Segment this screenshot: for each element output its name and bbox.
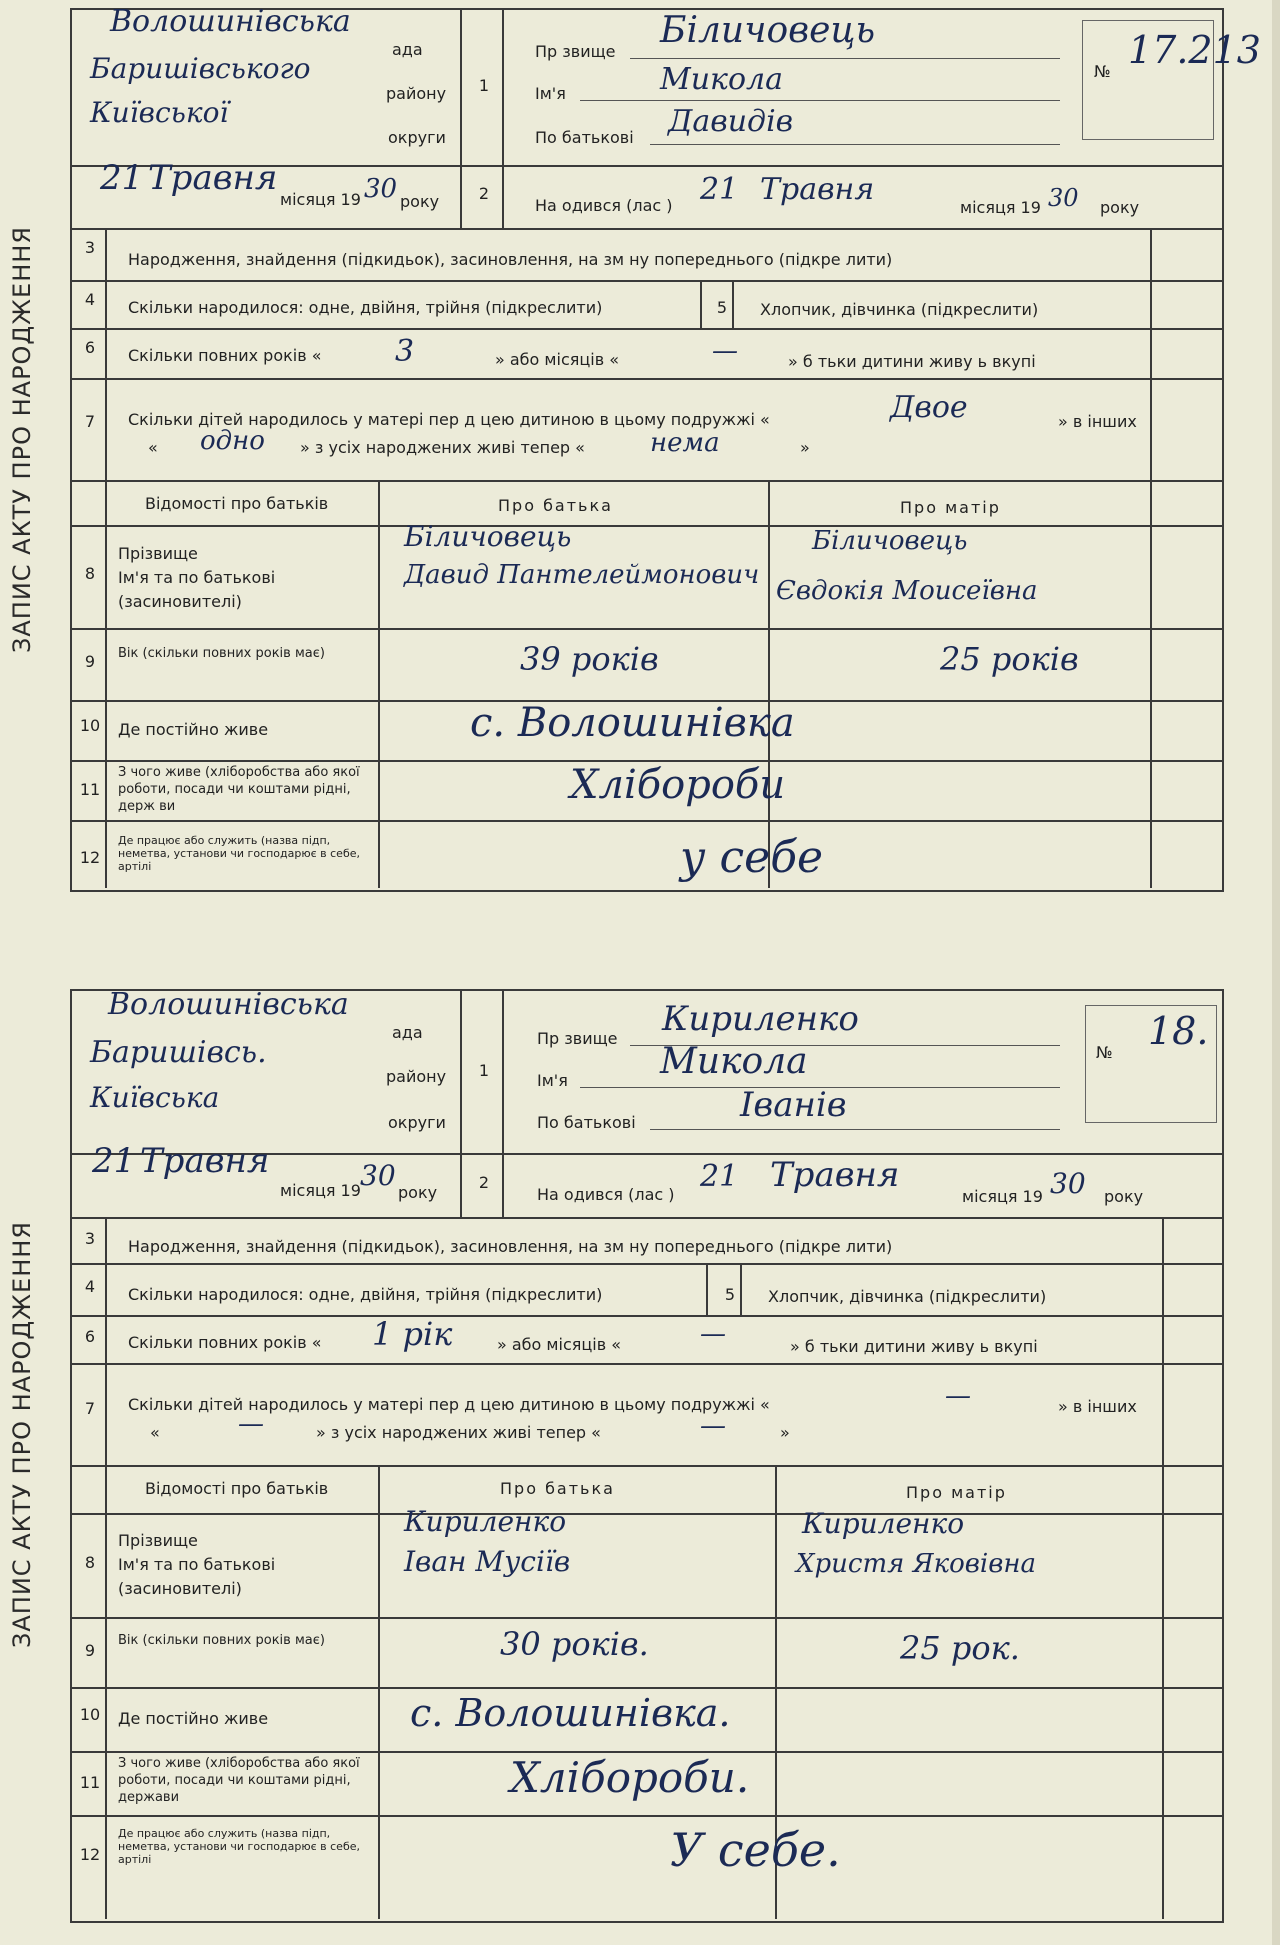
hw-rayon: Баришівсь. xyxy=(90,1035,267,1070)
label-surname: Пр звище xyxy=(535,42,616,61)
divider xyxy=(768,480,770,888)
hw-children-other: одно xyxy=(200,426,265,456)
label-row7-e: » xyxy=(780,1423,790,1442)
label-parents-hdr: Відомості про батьків xyxy=(145,1479,329,1498)
row-number-4: 4 xyxy=(84,1277,96,1296)
row-number-2: 2 xyxy=(478,184,490,203)
label-row8: Прізвище Ім'я та по батькові (засиновителі) xyxy=(118,1531,276,1598)
divider xyxy=(700,280,702,328)
hw-name: Микола xyxy=(660,1041,808,1082)
hw-mother-name-1: Біличовець xyxy=(812,526,968,556)
hw-children-before: — xyxy=(945,1381,971,1411)
label-okruha: округи xyxy=(388,1113,446,1132)
label-row4: Скільки народилося: одне, двійня, трійня (підкреслити) xyxy=(128,1285,603,1304)
hw-father-name-2: Іван Мусіїв xyxy=(404,1545,571,1578)
label-row6-c: » б тьки дитини живу ь вкупі xyxy=(788,352,1036,371)
label-row7-d: » з усіх народжених живі тепер « xyxy=(316,1423,601,1442)
label-row12: Де працює або служить (назва підп, неметва, установи чи господарює в себе, артілі xyxy=(118,1827,360,1866)
divider xyxy=(70,1315,1222,1317)
label-row5: Хлопчик, дівчинка (підкреслити) xyxy=(760,300,1039,319)
label-row3: Народження, знайдення (підкидьок), засиновлення, на зм ну попереднього (підкре лити) xyxy=(128,250,893,269)
label-row5: Хлопчик, дівчинка (підкреслити) xyxy=(768,1287,1047,1306)
row-number-12: 12 xyxy=(79,1845,101,1864)
label-mother-hdr: Про матір xyxy=(900,498,1001,517)
divider xyxy=(105,1217,107,1919)
label-name: Ім'я xyxy=(537,1071,568,1090)
row-number-4: 4 xyxy=(84,290,96,309)
hw-date-day: 21 xyxy=(100,158,144,198)
hw-okruha: Київської xyxy=(90,96,229,129)
label-row9: Вік (скільки повних років має) xyxy=(118,1633,325,1648)
hw-workplace: у себе xyxy=(680,832,824,883)
divider xyxy=(502,989,504,1217)
row-number-5: 5 xyxy=(724,1285,736,1304)
hw-rada: Волошинівська xyxy=(108,987,349,1022)
label-row7-d: » з усіх народжених живі тепер « xyxy=(300,438,585,457)
divider xyxy=(70,378,1222,380)
label-row7-c: « xyxy=(150,1423,160,1442)
hw-surname: Кириленко xyxy=(662,999,859,1039)
patronymic-line xyxy=(650,1129,1060,1130)
label-row6-b: » або місяців « xyxy=(497,1335,621,1354)
label-row9: Вік (скільки повних років має) xyxy=(118,646,325,661)
page-edge xyxy=(1272,0,1280,1945)
label-row12: Де працює або служить (назва підп, неметва, установи чи господарює в себе, артілі xyxy=(118,834,360,873)
hw-born-month: Травня xyxy=(770,1155,900,1195)
hw-alive: нема xyxy=(650,428,720,458)
hw-date-year: 30 xyxy=(364,174,398,204)
hw-surname: Біличовець xyxy=(660,10,876,51)
label-born-month: місяця 19 xyxy=(962,1187,1043,1206)
row-number-9: 9 xyxy=(84,652,96,671)
label-born-on: На одився (лас ) xyxy=(535,196,673,215)
hw-date-month: Травня xyxy=(140,1141,270,1181)
label-name: Ім'я xyxy=(535,84,566,103)
row-number-8: 8 xyxy=(84,1553,96,1572)
hw-occupation: Хлібороби xyxy=(570,762,786,808)
label-date-roku: року xyxy=(400,192,440,211)
divider xyxy=(70,328,1222,330)
hw-residence: с. Волошинівка. xyxy=(410,1691,731,1735)
record-number: 17.213 xyxy=(1128,28,1261,72)
row-number-1: 1 xyxy=(478,76,490,95)
row-number-8: 8 xyxy=(84,564,96,583)
label-born-on: На одився (лас ) xyxy=(537,1185,675,1204)
label-rada: ада xyxy=(392,40,423,59)
hw-children-before: Двое xyxy=(890,390,968,425)
label-row6-a: Скільки повних років « xyxy=(128,346,322,365)
hw-months: — xyxy=(712,336,738,366)
hw-occupation: Хлібороби. xyxy=(510,1753,750,1802)
label-rada: ада xyxy=(392,1023,423,1042)
label-date-roku: року xyxy=(398,1183,438,1202)
label-row6-b: » або місяців « xyxy=(495,350,619,369)
birth-record-1 xyxy=(0,0,1261,900)
patronymic-line xyxy=(650,144,1060,145)
label-row11: З чого живе (хліборобства або якої роботи, посади чи коштами рідні, держави xyxy=(118,1756,360,1805)
record-number: 18. xyxy=(1148,1009,1209,1053)
label-okruha: округи xyxy=(388,128,446,147)
name-line xyxy=(580,100,1060,101)
divider xyxy=(70,525,1222,527)
divider xyxy=(706,1263,708,1315)
surname-line xyxy=(630,58,1060,59)
label-date-month-year: місяця 19 xyxy=(280,1181,361,1200)
label-row7-b: » в інших xyxy=(1058,412,1137,431)
hw-born-year: 30 xyxy=(1048,184,1079,212)
birth-record-2 xyxy=(0,985,1240,1940)
hw-date-day: 21 xyxy=(92,1141,136,1181)
hw-born-day: 21 xyxy=(700,1159,739,1194)
label-row10: Де постійно живе xyxy=(118,720,269,739)
divider xyxy=(70,1687,1222,1689)
hw-mother-name-2: Христя Яковівна xyxy=(796,1549,1036,1579)
hw-father-name-1: Кириленко xyxy=(404,1505,567,1538)
divider xyxy=(70,1617,1222,1619)
label-row7-b: » в інших xyxy=(1058,1397,1137,1416)
row-number-11: 11 xyxy=(79,780,101,799)
hw-months: — xyxy=(700,1319,726,1349)
divider xyxy=(70,1263,1222,1265)
label-surname: Пр звище xyxy=(537,1029,618,1048)
row-number-12: 12 xyxy=(79,848,101,867)
divider xyxy=(70,228,1222,230)
divider xyxy=(378,1465,380,1919)
number-prefix: № xyxy=(1094,62,1111,81)
hw-okruha: Київська xyxy=(90,1081,220,1114)
divider xyxy=(70,1815,1222,1817)
divider xyxy=(1162,1217,1164,1919)
row-number-7: 7 xyxy=(84,412,96,431)
hw-father-age: 39 років xyxy=(520,640,659,678)
divider xyxy=(70,280,1222,282)
record-side-label: ЗАПИС АКТУ ПРО НАРОДЖЕННЯ xyxy=(8,226,36,654)
row-number-3: 3 xyxy=(84,1229,96,1248)
row-number-10: 10 xyxy=(79,1705,101,1724)
row-number-1: 1 xyxy=(478,1061,490,1080)
divider xyxy=(70,1363,1222,1365)
divider xyxy=(70,480,1222,482)
hw-patronymic: Давидів xyxy=(668,104,794,139)
row-number-9: 9 xyxy=(84,1641,96,1660)
divider xyxy=(1150,228,1152,888)
row-number-3: 3 xyxy=(84,238,96,257)
hw-date-month: Травня xyxy=(148,158,278,198)
divider xyxy=(70,1217,1222,1219)
label-row7-e: » xyxy=(800,438,810,457)
label-patronymic: По батькові xyxy=(537,1113,636,1132)
row-number-11: 11 xyxy=(79,1773,101,1792)
label-row7-a: Скільки дітей народилось у матері пер д цею дитиною в цьому подружжі « xyxy=(128,410,770,429)
number-prefix: № xyxy=(1096,1043,1113,1062)
label-born-month: місяця 19 xyxy=(960,198,1041,217)
hw-born-year: 30 xyxy=(1050,1167,1086,1200)
row-number-2: 2 xyxy=(478,1173,490,1192)
label-father-hdr: Про батька xyxy=(500,1479,615,1498)
hw-mother-age: 25 рок. xyxy=(900,1629,1020,1667)
row-number-10: 10 xyxy=(79,716,101,735)
hw-father-name-1: Біличовець xyxy=(404,520,572,553)
label-row10: Де постійно живе xyxy=(118,1709,269,1728)
label-row3: Народження, знайдення (підкидьок), засиновлення, на зм ну попереднього (підкре лити) xyxy=(128,1237,893,1256)
divider xyxy=(70,628,1222,630)
row-number-6: 6 xyxy=(84,1327,96,1346)
label-row11: З чого живе (хліборобства або якої роботи, посади чи коштами рідні, держ ви xyxy=(118,765,360,814)
label-parents-hdr: Відомості про батьків xyxy=(145,494,329,513)
divider xyxy=(460,989,462,1217)
label-rayon: району xyxy=(386,84,447,103)
label-row6-a: Скільки повних років « xyxy=(128,1333,322,1352)
divider xyxy=(105,228,107,888)
label-patronymic: По батькові xyxy=(535,128,634,147)
hw-father-name-2: Давид Пантелеймонович xyxy=(404,560,760,590)
record-side-label: ЗАПИС АКТУ ПРО НАРОДЖЕННЯ xyxy=(8,1221,36,1649)
hw-father-age: 30 років. xyxy=(500,1625,649,1663)
divider xyxy=(502,8,504,228)
label-date-month-year: місяця 19 xyxy=(280,190,361,209)
divider xyxy=(70,1513,1222,1515)
hw-mother-name-2: Євдокія Моисеївна xyxy=(776,576,1038,606)
divider xyxy=(460,8,462,228)
label-born-year: року xyxy=(1104,1187,1144,1206)
hw-name: Микола xyxy=(660,62,784,97)
hw-rayon: Баришівського xyxy=(90,52,311,85)
label-rayon: району xyxy=(386,1067,447,1086)
label-row8: Прізвище Ім'я та по батькові (засиновителі) xyxy=(118,544,276,611)
label-father-hdr: Про батька xyxy=(498,496,613,515)
label-row7-a: Скільки дітей народилось у матері пер д цею дитиною в цьому подружжі « xyxy=(128,1395,770,1414)
row-number-5: 5 xyxy=(716,298,728,317)
hw-born-month: Травня xyxy=(760,172,875,207)
row-number-7: 7 xyxy=(84,1399,96,1418)
hw-workplace: У себе. xyxy=(670,1823,841,1877)
label-row4: Скільки народилося: одне, двійня, трійня (підкреслити) xyxy=(128,298,603,317)
hw-mother-name-1: Кириленко xyxy=(802,1507,965,1540)
hw-rada: Волошинівська xyxy=(110,4,351,39)
divider xyxy=(70,820,1222,822)
label-row7-c: « xyxy=(148,438,158,457)
label-born-year: року xyxy=(1100,198,1140,217)
hw-years: 3 xyxy=(395,334,415,369)
divider xyxy=(378,480,380,888)
hw-date-year: 30 xyxy=(360,1159,396,1192)
hw-born-day: 21 xyxy=(700,172,739,207)
hw-alive: — xyxy=(700,1411,726,1441)
label-row6-c: » б тьки дитини живу ь вкупі xyxy=(790,1337,1038,1356)
hw-years: 1 рік xyxy=(372,1315,453,1353)
divider xyxy=(70,1465,1222,1467)
hw-residence: с. Волошинівка xyxy=(470,700,795,746)
hw-children-other: — xyxy=(238,1409,264,1439)
label-mother-hdr: Про матір xyxy=(906,1483,1007,1502)
hw-mother-age: 25 років xyxy=(940,640,1079,678)
row-number-6: 6 xyxy=(84,338,96,357)
hw-patronymic: Іванів xyxy=(740,1085,847,1125)
